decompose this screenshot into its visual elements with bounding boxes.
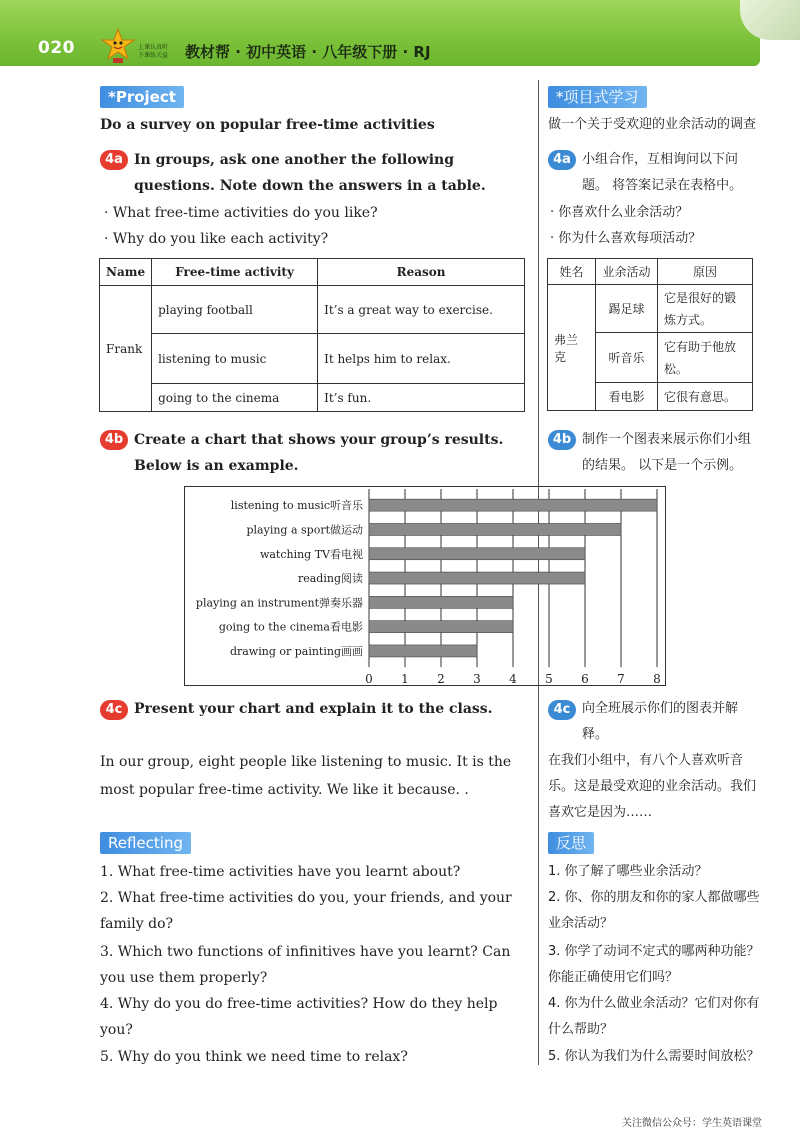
bar — [369, 621, 513, 633]
category-label: playing a sport做运动 — [246, 523, 363, 537]
bar — [369, 523, 621, 535]
table-cell-activity-cn: 听音乐 — [596, 333, 658, 383]
table-cell-reason: It’s a great way to exercise. — [318, 286, 525, 334]
table-cell-reason-cn: 它很有意思。 — [658, 383, 753, 411]
task-4b-badge: 4b — [100, 430, 128, 450]
chart-frame — [184, 486, 666, 686]
survey-title-cn: 做一个关于受欢迎的业余活动的调查 — [548, 117, 757, 132]
bar — [369, 645, 477, 657]
x-tick-label: 5 — [545, 672, 553, 686]
project-tag: *Project — [100, 86, 184, 108]
question-1-cn: · 你喜欢什么业余活动？ — [550, 205, 689, 220]
category-label: watching TV看电视 — [259, 547, 363, 561]
survey-table-cn — [547, 258, 753, 411]
category-label: reading阅读 — [297, 572, 363, 586]
reflecting-tag: Reflecting — [100, 832, 191, 854]
task-4c-badge: 4c — [100, 700, 128, 720]
table-cell-reason-cn: 它有助于他放松。 — [658, 333, 753, 383]
table-cell-activity: playing football — [152, 286, 318, 334]
table-header-reason: Reason — [318, 259, 525, 286]
reflect-item-2-cn: 2. 你、你的朋友和你的家人都做哪些业余活动？ — [548, 890, 760, 931]
x-tick-label: 8 — [653, 672, 661, 686]
survey-table-en — [99, 258, 525, 412]
example-paragraph-cn: 在我们小组中，有八个人喜欢听音乐。这是最受欢迎的业余活动。我们喜欢它是因为…… — [548, 753, 757, 820]
question-2-cn: · 你为什么喜欢每项活动？ — [550, 231, 702, 246]
table-cell-activity: going to the cinema — [152, 384, 318, 412]
header-title: 教材帮 · 初中英语 · 八年级下册 · RJ — [185, 43, 431, 61]
task-4b-text: Create a chart that shows your group’s results. Below is an example. — [134, 432, 504, 474]
table-cell-reason: It helps him to relax. — [318, 334, 525, 384]
task-4c-badge-cn: 4c — [548, 700, 576, 720]
reflect-item-2: 2. What free-time activities do you, your friends, and your family do? — [100, 890, 512, 932]
table-row — [100, 334, 525, 384]
table-header-reason-cn: 原因 — [658, 259, 753, 285]
reflect-item-4-cn: 4. 你为什么做业余活动？它们对你有什么帮助？ — [548, 996, 760, 1037]
table-cell-reason: It’s fun. — [318, 384, 525, 412]
reflecting-tag-cn: 反思 — [548, 832, 594, 854]
bar — [369, 572, 585, 584]
category-label: playing an instrument弹奏乐器 — [195, 596, 363, 610]
task-4c-text-cn: 向全班展示你们的图表并解释。 — [582, 701, 739, 742]
x-tick-label: 0 — [365, 672, 373, 686]
example-paragraph: In our group, eight people like listening to music. It is the most popular free-time activity. We like it because. . — [100, 754, 512, 798]
table-header-activity: Free-time activity — [152, 259, 318, 286]
reflect-item-3: 3. Which two functions of infinitives have you learnt? Can you use them properly? — [100, 944, 511, 986]
category-label: listening to music听音乐 — [230, 499, 363, 513]
task-4c-text: Present your chart and explain it to the class. — [134, 701, 493, 717]
bar — [369, 499, 657, 511]
task-4a-badge: 4a — [100, 150, 128, 170]
table-row — [100, 384, 525, 412]
table-cell-activity: listening to music — [152, 334, 318, 384]
footer-note: 关注微信公众号：学生英语课堂 — [622, 1118, 762, 1129]
project-tag-cn: *项目式学习 — [548, 86, 647, 108]
table-cell-activity-cn: 踢足球 — [596, 285, 658, 333]
x-tick-label: 3 — [473, 672, 481, 686]
table-cell-name-cn: 弗兰克 — [548, 285, 596, 411]
bar — [369, 596, 513, 608]
category-label: going to the cinema看电影 — [218, 620, 363, 634]
x-tick-label: 7 — [617, 672, 625, 686]
table-header-name: Name — [100, 259, 152, 286]
reflect-item-4: 4. Why do you do free-time activities? How do they help you? — [100, 996, 498, 1038]
brand-slogan: 上课认真听 下课练关益 — [138, 44, 169, 59]
task-4b-badge-cn: 4b — [548, 430, 576, 450]
table-cell-reason-cn: 它是很好的锻炼方式。 — [658, 285, 753, 333]
x-tick-label: 6 — [581, 672, 589, 686]
x-tick-label: 4 — [509, 672, 517, 686]
page-number: 020 — [38, 38, 75, 58]
table-row — [100, 286, 525, 334]
bar — [369, 548, 585, 560]
task-4a-badge-cn: 4a — [548, 150, 576, 170]
reflect-item-5: 5. Why do you think we need time to relax? — [100, 1049, 408, 1065]
table-cell-activity-cn: 看电影 — [596, 383, 658, 411]
task-4a-text-cn: 小组合作，互相询问以下问题。 将答案记录在表格中。 — [582, 152, 743, 193]
x-tick-label: 2 — [437, 672, 445, 686]
star-mascot-icon — [100, 28, 136, 64]
page-header — [0, 0, 800, 72]
table-cell-name: Frank — [100, 286, 152, 412]
task-4b-text-cn: 制作一个图表来展示你们小组的结果。 以下是一个示例。 — [582, 432, 752, 473]
reflect-item-1: 1. What free-time activities have you learnt about? — [100, 864, 461, 880]
table-header-name-cn: 姓名 — [548, 259, 596, 285]
table-header-activity-cn: 业余活动 — [596, 259, 658, 285]
bar-chart — [185, 487, 667, 687]
question-2: · Why do you like each activity? — [104, 231, 329, 247]
table-row — [548, 285, 753, 333]
task-4a-text: In groups, ask one another the following questions. Note down the answers in a table. — [134, 152, 486, 194]
question-1: · What free-time activities do you like? — [104, 205, 378, 221]
reflect-item-5-cn: 5. 你认为我们为什么需要时间放松？ — [548, 1049, 760, 1064]
reflect-item-1-cn: 1. 你了解了哪些业余活动？ — [548, 864, 708, 879]
survey-title: Do a survey on popular free-time activities — [100, 117, 435, 133]
x-tick-label: 1 — [401, 672, 409, 686]
reflect-item-3-cn: 3. 你学了动词不定式的哪两种功能？你能正确使用它们吗？ — [548, 944, 760, 985]
category-label: drawing or painting画画 — [229, 644, 363, 658]
